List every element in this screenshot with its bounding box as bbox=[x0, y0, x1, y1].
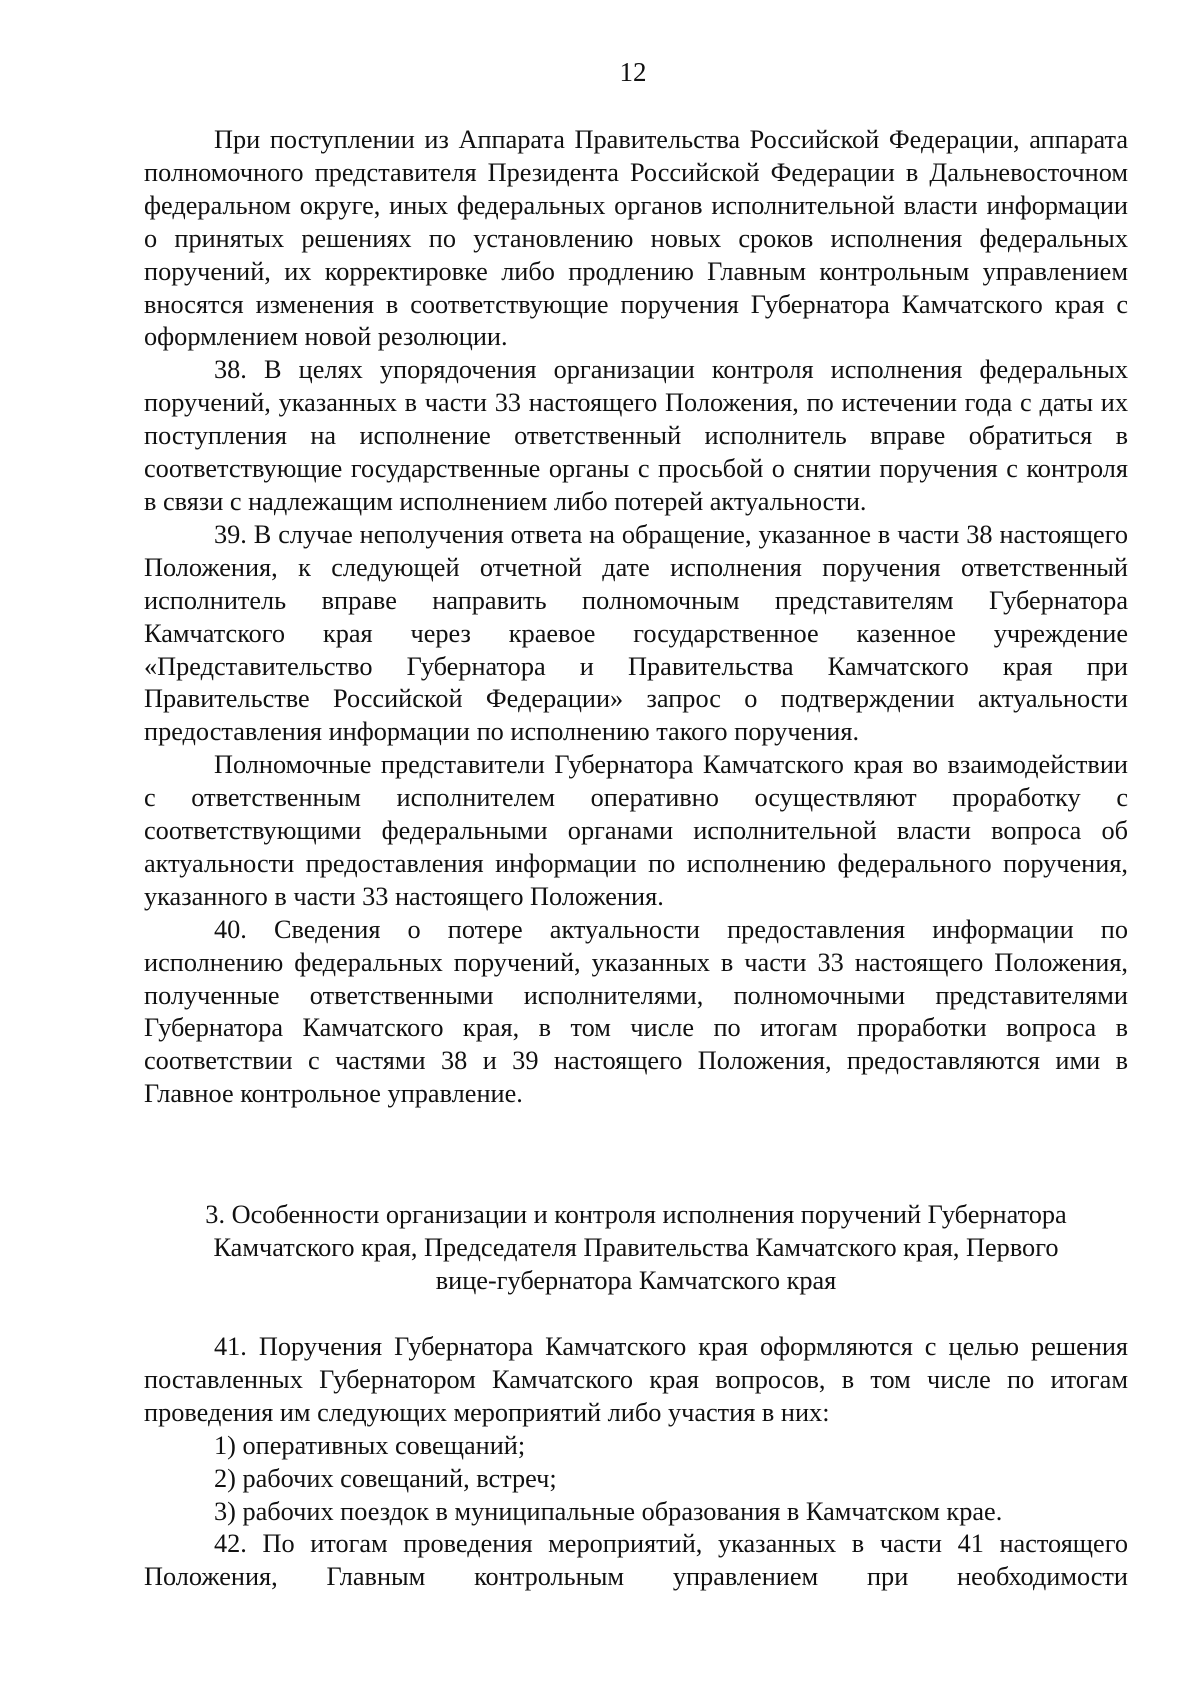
section-heading-line-1: 3. Особенности организации и контроля исполнения поручений Губернатора bbox=[205, 1200, 1067, 1229]
section-heading-line-3: вице-губернатора Камчатского края bbox=[435, 1265, 837, 1295]
section-heading bbox=[144, 1199, 1128, 1298]
paragraph-41: 41. Поручения Губернатора Камчатского края оформляются с целью решения поставленных Губернатором Камчатского края вопросов, в том числе по итогам проведения им следующих мероприятий либо участия в них: bbox=[144, 1332, 1128, 1427]
list-item-2: 2) рабочих совещаний, встреч; bbox=[214, 1463, 557, 1493]
paragraph-plenipotentiaries: Полномочные представители Губернатора Камчатского края во взаимодействии с ответственным исполнителем оперативно осуществляют проработку с соответствующими федеральными органами исполнительной власти вопроса об актуальности предоставления информации по исполнению федерального поручения, указанного в части 33 настоящего Положения. bbox=[144, 750, 1128, 911]
document-body-lower bbox=[144, 1331, 1128, 1594]
paragraph-40: 40. Сведения о потере актуальности предоставления информации по исполнению федеральных поручений, указанных в части 33 настоящего Положения, полученные ответственными исполнителями, полномочными представителями Губернатора Камчатского края, в том числе по итогам проработки вопроса в соответствии с частями 38 и 39 настоящего Положения, предоставляются ими в Главное контрольное управление. bbox=[144, 914, 1128, 1109]
page-number: 12 bbox=[619, 57, 647, 87]
paragraph-38: 38. В целях упорядочения организации контроля исполнения федеральных поручений, указанных в части 33 настоящего Положения, по истечении года с даты их поступления на исполнение ответственный исполнитель вправе обратиться в соответствующие государственные органы с просьбой о снятии поручения с контроля в связи с надлежащим исполнением либо потерей актуальности. bbox=[144, 355, 1128, 516]
paragraph-39: 39. В случае неполучения ответа на обращение, указанное в части 38 настоящего Положения, к следующей отчетной дате исполнения поручения ответственный исполнитель вправе направить полномочным представителям Губернатора Камчатского края через краевое государственное казенное учреждение «Представительство Губернатора и Правительства Камчатского края при Правительстве Российской Федерации» запрос о подтверждении актуальности предоставления информации по исполнению такого поручения. bbox=[144, 519, 1128, 747]
list-item-3: 3) рабочих поездок в муниципальные образования в Камчатском крае. bbox=[214, 1496, 1003, 1526]
list-item-1: 1) оперативных совещаний; bbox=[214, 1430, 526, 1460]
paragraph-42: 42. По итогам проведения мероприятий, указанных в части 41 настоящего Положения, Главным контрольным управлением при необходимости bbox=[144, 1529, 1128, 1592]
document-body-upper bbox=[144, 124, 1128, 1111]
paragraph-resolution-changes: При поступлении из Аппарата Правительства Российской Федерации, аппарата полномочного представителя Президента Российской Федерации в Дальневосточном федеральном округе, иных федеральных органов исполнительной власти информации о принятых решениях по установлению новых сроков исполнения федеральных поручений, их корректировке либо продлению Главным контрольным управлением вносятся изменения в соответствующие поручения Губернатора Камчатского края с оформлением новой резолюции. bbox=[144, 125, 1128, 352]
section-heading-line-2: Камчатского края, Председателя Правительства Камчатского края, Первого bbox=[213, 1232, 1059, 1262]
